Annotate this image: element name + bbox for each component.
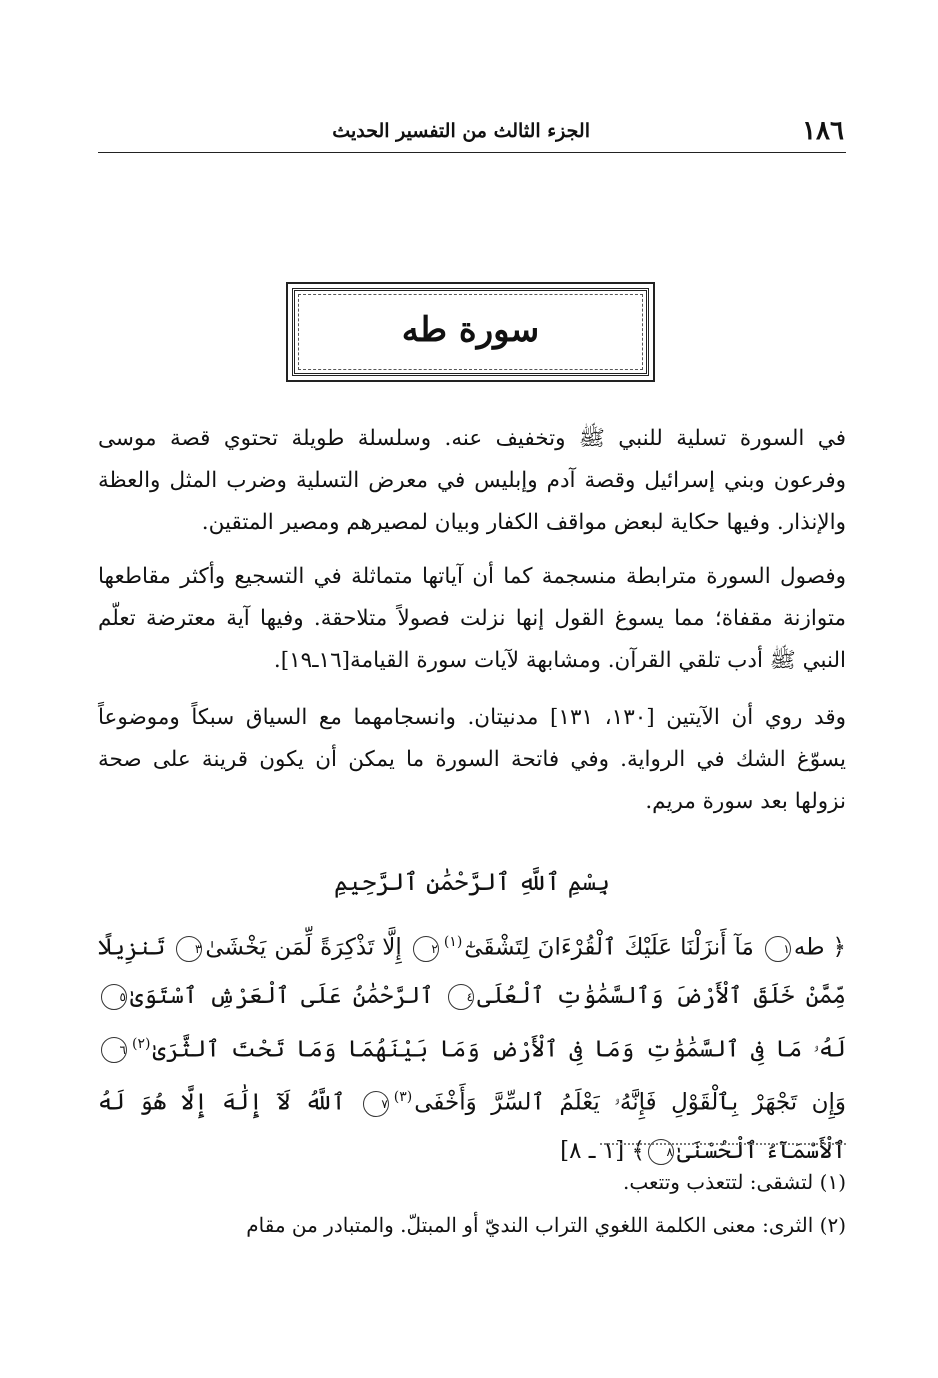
footnote-1: (١) لتشقى: لتتعذب وتتعب. [623, 1170, 846, 1194]
ayah-number-5: ٥ [101, 984, 127, 1010]
verse-text-7: وَإِن تَجْهَرْ بِٱلْقَوْلِ فَإِنَّهُۥ يَعْلَمُ ٱلسِّرَّ وَأَخْفَى [414, 1089, 846, 1116]
ayah-number-8: ٨ [648, 1139, 674, 1165]
verse-text-6: لَهُۥ مَا فِى ٱلسَّمَٰوَٰتِ وَمَا فِى ٱلْأَرْضِ وَمَا بَيْنَهُمَا وَمَا تَحْتَ ٱلثَّرَىٰ [152, 1036, 846, 1063]
verse-text-5: ٱلرَّحْمَٰنُ عَلَى ٱلْعَرْشِ ٱسْتَوَىٰ [130, 982, 434, 1009]
ayah-number-4: ٤ [448, 984, 474, 1010]
verse-text-3: إِلَّا تَذْكِرَةً لِّمَن يَخْشَىٰ [205, 934, 402, 961]
ayah-number-3: ٣ [176, 936, 202, 962]
ornate-bracket-close: ﴾ [631, 1137, 645, 1164]
quran-verses [98, 918, 846, 1175]
surah-title-frame [286, 282, 655, 382]
footnote-2: (٢) الثرى: معنى الكلمة اللغوي التراب النديّ أو المبتلّ. والمتبادر من مقام [246, 1213, 846, 1237]
ayah-number-1: ١ [765, 936, 791, 962]
intro-paragraph-2: وفصول السورة مترابطة منسجمة كما أن آياتها متماثلة في التسجيع وأكثر مقاطعها متوازنة مقفاة؛ مما يسوغ القول إنها نزلت فصولاً متلاحقة. وفيها آية معترضة تعلّم النبي ﷺ أدب تلقي القرآن. ومشابهة لآيات سورة القيامة[١٦ـ١٩]. [98, 564, 846, 673]
ayah-number-2: ٢ [413, 936, 439, 962]
ayah-number-6: ٦ [101, 1037, 127, 1063]
verse-text-2: مَآ أَنزَلْنَا عَلَيْكَ ٱلْقُرْءَانَ لِتَشْقَىٰٓ [464, 934, 754, 961]
footnote-ref-2: (٢) [132, 1035, 151, 1052]
verse-range: [١ ـ ٨] [560, 1137, 625, 1164]
footnote-separator [600, 1143, 846, 1145]
basmala: بِسْمِ ٱللَّهِ ٱلرَّحْمَٰنِ ٱلرَّحِيمِ [333, 868, 610, 896]
verse-text-8: ٱللَّهُ لَآ إِلَٰهَ إِلَّا هُوَ لَهُ ٱلْأَسْمَآءُ ٱلْحُسْنَىٰ [98, 1089, 846, 1164]
footnote-ref-1: (١) [443, 934, 463, 950]
ornate-bracket-open: ﴿ [832, 934, 846, 961]
intro-paragraph-3: وقد روي أن الآيتين [١٣٠، ١٣١] مدنيتان. وانسجامهما مع السياق سبكاً وموضوعاً يسوّغ الشك في الرواية. وفي فاتحة السورة ما يمكن أن يكون قرينة على صحة نزولها بعد سورة مريم. [98, 705, 846, 814]
ayah-number-7: ٧ [363, 1091, 389, 1117]
surah-title: سورة طه [401, 310, 540, 350]
running-header [98, 112, 846, 153]
book-title: الجزء الثالث من التفسير الحديث [332, 120, 590, 142]
verse-text-1: طه [793, 934, 825, 961]
footnote-ref-3: (٣) [393, 1089, 413, 1106]
page-number: ١٨٦ [802, 116, 844, 146]
intro-paragraph-1: في السورة تسلية للنبي ﷺ وتخفيف عنه. وسلسلة طويلة تحتوي قصة موسى وفرعون وبني إسرائيل وقصة آدم وإبليس في معرض التسلية وضرب المثل والعظة والإنذار. وفيها حكاية لبعض مواقف الكفار وبيان لمصيرهم ومصير المتقين. [98, 426, 846, 535]
verse-text-4: تَنزِيلًا مِّمَّنْ خَلَقَ ٱلْأَرْضَ وَٱلسَّمَٰوَٰتِ ٱلْعُلَى [98, 934, 847, 1009]
